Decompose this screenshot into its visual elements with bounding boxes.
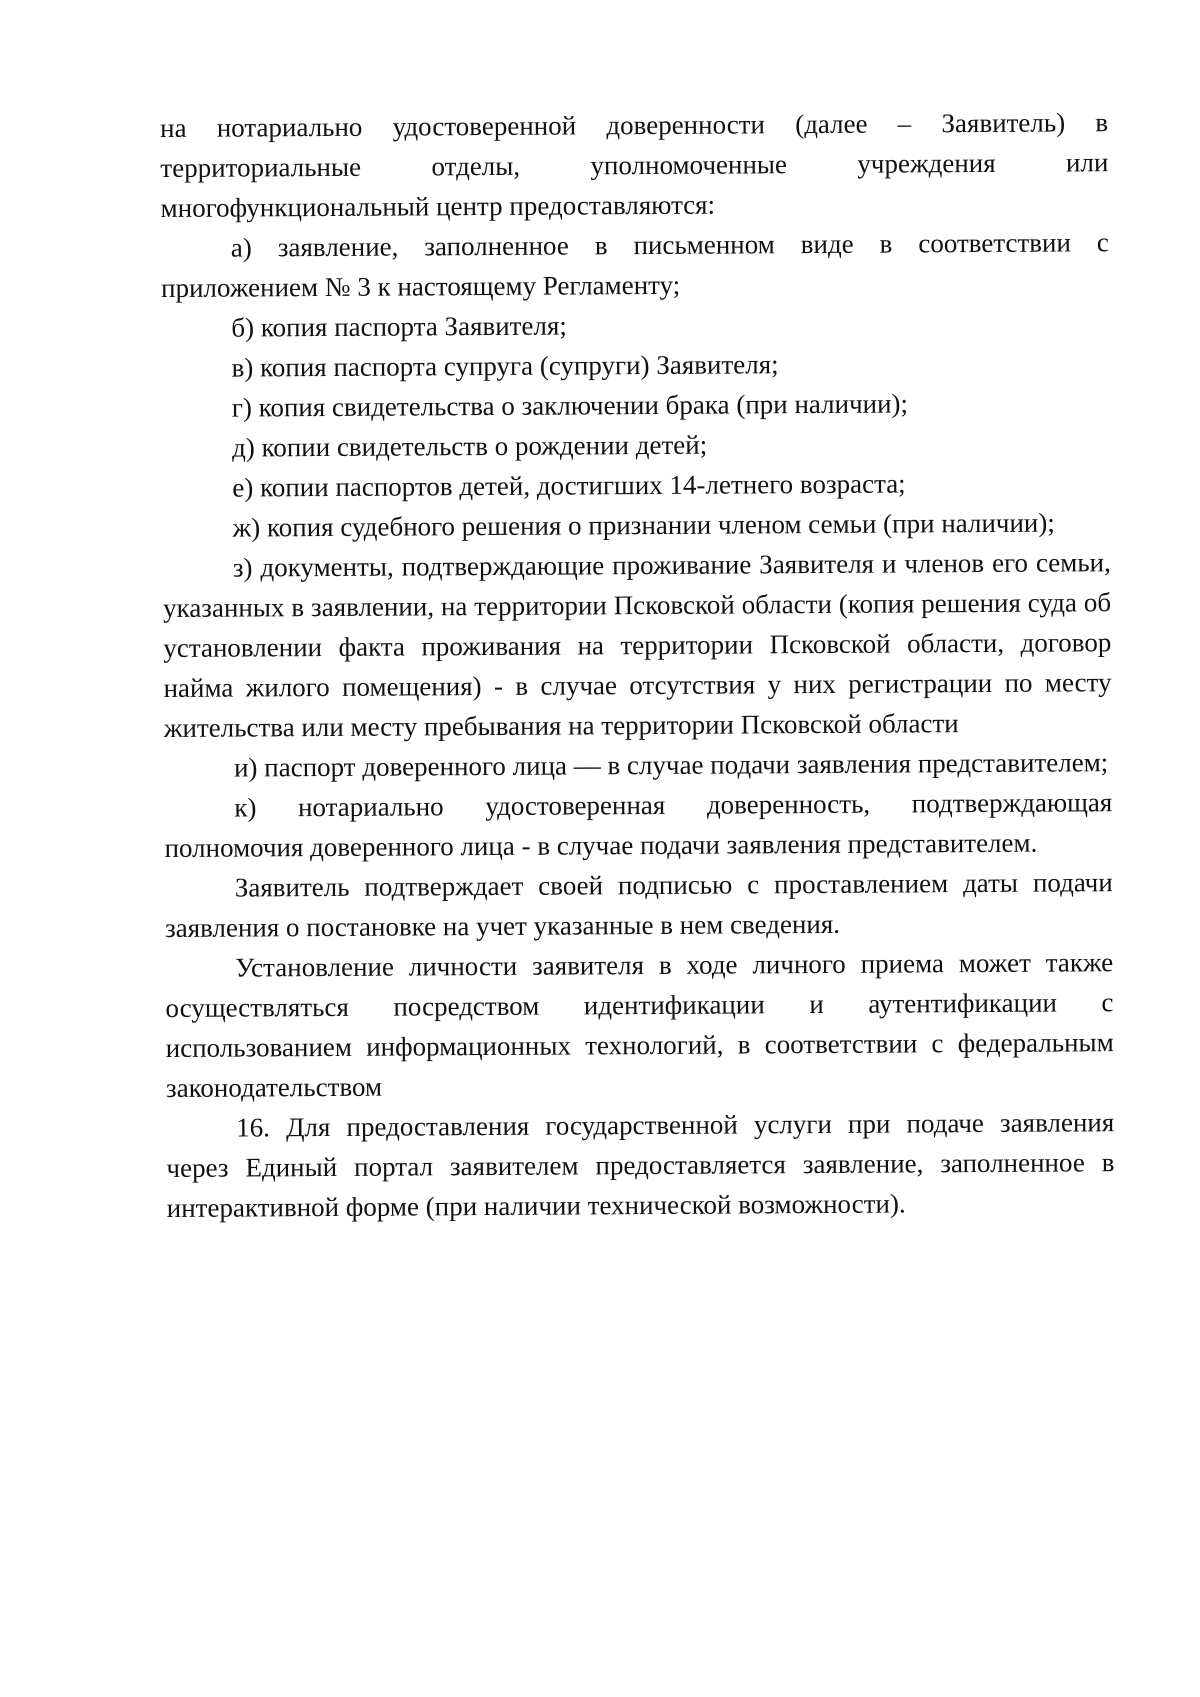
document-body xyxy=(160,102,1115,1228)
list-item-i: и) паспорт доверенного лица — в случае подачи заявления представителем; xyxy=(233,747,1109,783)
list-item-k: к) нотариально удостоверенная доверенность, подтверждающая полномочия доверенного лица - в случае подачи заявления представителем. xyxy=(164,787,1113,863)
paragraph-intro: на нотариально удостоверенной доверенности (далее – Заявитель) в территориальные отделы, уполномоченные учреждения или многофункциональный центр предоставляются: xyxy=(160,107,1109,223)
list-item-zh: ж) копия судебного решения о признании членом семьи (при наличии); xyxy=(232,507,1055,543)
list-item-z: з) документы, подтверждающие проживание Заявителя и членов его семьи, указанных в заявлении, на территории Псковской области (копия решения суда об установлении факта проживания на территории Псковской области, договор найма жилого помещения) - в случае отсутствия у них регистрации по месту жительства или месту пребывания на территории Псковской области xyxy=(162,547,1112,743)
paragraph-signature-note: Заявитель подтверждает своей подписью с проставлением даты подачи заявления о постановке на учет указанные в нем сведения. xyxy=(164,867,1113,943)
list-item-b: б) копия паспорта Заявителя; xyxy=(231,310,567,343)
list-item-v: в) копия паспорта супруга (супруги) Заявителя; xyxy=(231,349,779,383)
list-item-g: г) копия свидетельства о заключении брака (при наличии); xyxy=(231,388,909,423)
paragraph-identity-note: Установление личности заявителя в ходе личного приема может также осуществляться посредством идентификации и аутентификации с использованием информационных технологий, в соответствии с федеральным законодательством xyxy=(165,947,1114,1103)
list-item-d: д) копии свидетельств о рождении детей; xyxy=(231,429,708,463)
paragraph-clause-16: 16. Для предоставления государственной услуги при подаче заявления через Единый портал заявителем предоставляется заявление, заполненное в интерактивной форме (при наличии технической возможности). xyxy=(166,1107,1115,1223)
list-item-e: е) копии паспортов детей, достигших 14-летнего возраста; xyxy=(232,468,906,503)
list-item-a: а) заявление, заполненное в письменном виде в соответствии с приложением № 3 к настоящему Регламенту; xyxy=(161,227,1109,303)
